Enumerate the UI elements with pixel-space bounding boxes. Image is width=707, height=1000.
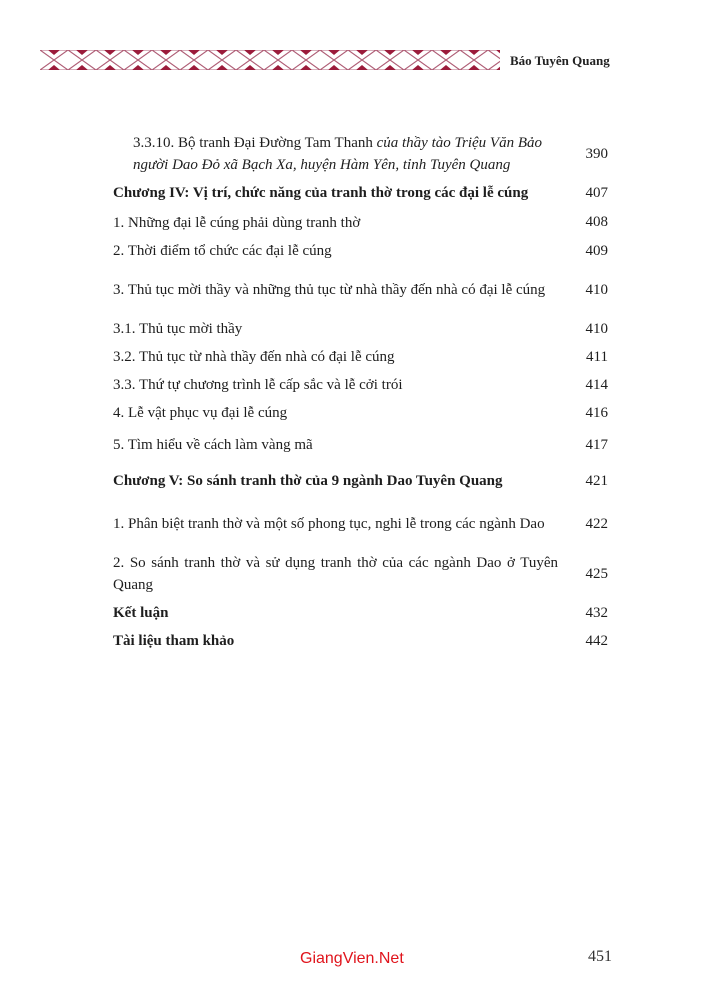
toc-entry: 1. Phân biệt tranh thờ và một số phong tục, nghi lễ trong các ngành Dao 422 [113, 515, 608, 532]
toc-page-number: 390 [585, 145, 608, 162]
toc-entry: 3. Thủ tục mời thầy và những thủ tục từ nhà thầy đến nhà có đại lễ cúng 410 [113, 281, 608, 298]
toc-page-number: 409 [585, 242, 608, 259]
page-header [40, 50, 640, 74]
toc-page-number: 417 [585, 436, 608, 453]
toc-entry: 4. Lễ vật phục vụ đại lễ cúng 416 [113, 404, 608, 421]
toc-section-conclusion: Kết luận 432 [113, 604, 608, 621]
toc-page-number: 411 [586, 348, 608, 365]
toc-entry: 2. So sánh tranh thờ và sử dụng tranh thờ của các ngành Dao ở Tuyên Quang 425 [113, 555, 608, 593]
toc-entry [113, 130, 608, 178]
toc-entry: 1. Những đại lễ cúng phải dùng tranh thờ 408 [113, 214, 608, 231]
toc-page-number: 410 [585, 320, 608, 337]
table-of-contents [113, 130, 608, 655]
toc-chapter: Chương IV: Vị trí, chức năng của tranh thờ trong các đại lễ cúng 407 [113, 184, 608, 201]
toc-page-number: 421 [585, 472, 608, 489]
toc-page-number: 408 [585, 214, 608, 230]
toc-page-number: 432 [585, 604, 608, 621]
toc-section-references: Tài liệu tham khảo 442 [113, 632, 608, 649]
toc-page-number: 416 [585, 404, 608, 421]
toc-entry: 2. Thời điểm tổ chức các đại lễ cúng 409 [113, 242, 608, 259]
toc-entry: 5. Tìm hiểu về cách làm vàng mã 417 [113, 436, 608, 453]
header-title: Báo Tuyên Quang [510, 53, 610, 68]
toc-entry: 3.3. Thứ tự chương trình lễ cấp sắc và lễ cởi trói 414 [113, 376, 608, 393]
page-number: 451 [588, 948, 612, 965]
toc-page-number: 407 [585, 184, 608, 201]
toc-entry-text: 3.3.10. Bộ tranh Đại Đường Tam Thanh của thầy tào Triệu Văn Bảo người Dao Đỏ xã Bạch Xa, huyện Hàm Yên, tỉnh Tuyên Quang [133, 135, 543, 173]
toc-page-number: 414 [585, 376, 608, 393]
toc-entry: 3.1. Thủ tục mời thầy 410 [113, 320, 608, 337]
toc-page-number: 442 [585, 632, 608, 649]
toc-page-number: 410 [585, 281, 608, 298]
toc-page-number: 422 [585, 515, 608, 532]
toc-entry: 3.2. Thủ tục từ nhà thầy đến nhà có đại lễ cúng 411 [113, 348, 608, 365]
toc-chapter: Chương V: So sánh tranh thờ của 9 ngành Dao Tuyên Quang 421 [113, 472, 608, 489]
decorative-border-icon [40, 50, 500, 70]
watermark-link[interactable]: GiangVien.Net [300, 950, 404, 967]
toc-page-number: 425 [585, 565, 608, 582]
